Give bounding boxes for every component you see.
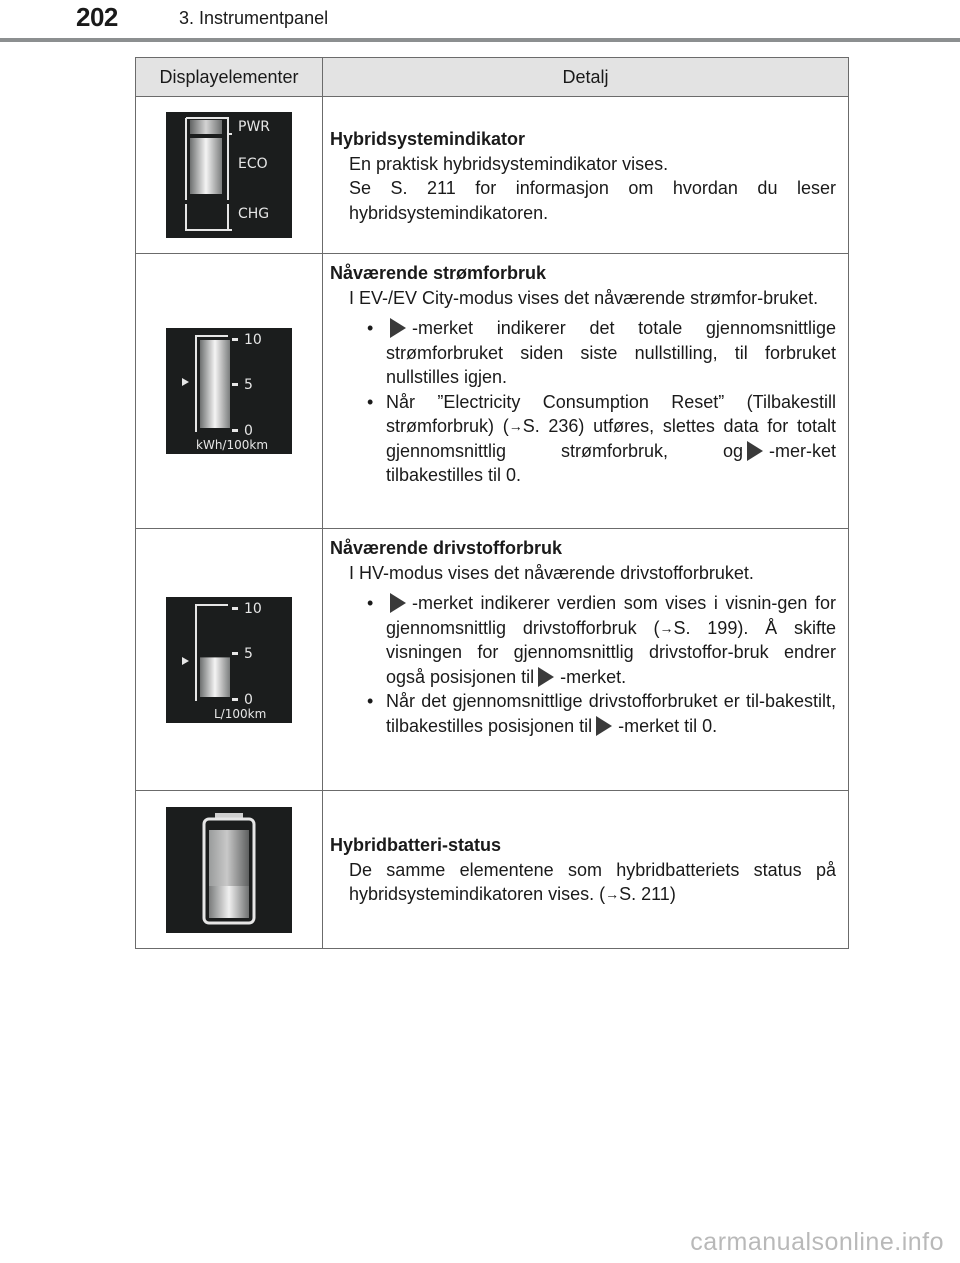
display-image-cell xyxy=(136,97,323,254)
display-image-cell xyxy=(136,254,323,529)
list-item: • -merket indikerer det totale gjennomsnittlige strømforbruket siden siste nullstilling, til forbruket nullstilles igjen. xyxy=(367,318,836,387)
hybrid-system-indicator-icon xyxy=(166,112,292,238)
arrow-icon: → xyxy=(605,886,620,902)
list-item: • Når det gjennomsnittlige drivstofforbruket er til-bakestilt, tilbakestilles posisjonen til -merket til 0. xyxy=(367,691,836,736)
header-rule xyxy=(0,38,960,42)
display-image-cell xyxy=(136,529,323,791)
detail-cell xyxy=(323,529,849,791)
gauge-tick-label: 0 xyxy=(244,691,253,708)
pwr-label: PWR xyxy=(238,119,271,135)
detail-cell xyxy=(323,791,849,949)
item-title: Nåværende strømforbruk xyxy=(330,263,547,283)
arrow-icon: → xyxy=(659,619,674,636)
eco-label: ECO xyxy=(238,156,268,172)
display-elements-table xyxy=(135,57,849,949)
item-text: I EV-/EV City-modus vises det nåværende strømfor-bruket. xyxy=(349,287,819,308)
hybrid-battery-status-icon xyxy=(166,807,292,933)
list-item: • Når ”Electricity Consumption Reset” (Tilbakestill strømforbruk) (→S. 236) utføres, slettes data for totalt gjennomsnittlig strømforbruk, og -mer-ket tilbakestilles til 0. xyxy=(367,391,837,485)
gauge-unit-label: L/100km xyxy=(214,706,267,721)
table-row xyxy=(136,529,849,791)
gauge-tick-label: 0 xyxy=(244,423,253,439)
table-row xyxy=(136,97,849,254)
page-header xyxy=(0,0,960,44)
electric-consumption-gauge-icon xyxy=(166,328,292,454)
item-text: I HV-modus vises det nåværende drivstofforbruket. xyxy=(349,562,754,583)
detail-cell xyxy=(323,254,849,529)
gauge-unit-label: kWh/100km xyxy=(196,438,269,452)
fuel-consumption-gauge-icon xyxy=(166,597,292,723)
average-marker-icon xyxy=(390,593,406,613)
gauge-tick-label: 5 xyxy=(244,645,253,662)
display-image-cell xyxy=(136,791,323,949)
average-marker-icon xyxy=(390,318,406,338)
list-item: • -merket indikerer verdien som vises i visnin-gen for gjennomsnittlig drivstofforbruk (→S. 199). Å skifte visningen for gjennomsnittlig drivstoffor-bruk endrer også posisjonen til -merket. xyxy=(367,593,837,687)
column-header-display: Displayelementer xyxy=(136,58,323,97)
item-text: Se S. 211 for informasjon om hvordan du leser hybridsystemindikatoren. xyxy=(349,178,836,223)
arrow-icon: → xyxy=(508,418,523,434)
page-number: 202 xyxy=(76,2,118,32)
detail-cell xyxy=(323,97,849,254)
gauge-tick-label: 10 xyxy=(244,332,262,348)
watermark: carmanualsonline.info xyxy=(690,1228,944,1256)
average-marker-icon xyxy=(596,716,612,736)
column-header-detail: Detalj xyxy=(323,58,849,97)
chapter-title: 3. Instrumentpanel xyxy=(179,8,329,28)
average-marker-icon xyxy=(747,441,763,461)
item-title: Hybridsystemindikator xyxy=(330,129,526,149)
item-text: De samme elementene som hybridbatteriets status på hybridsystemindikatoren vises. (→S. 211) xyxy=(349,859,836,904)
average-marker-icon xyxy=(538,667,554,687)
item-title: Nåværende drivstofforbruk xyxy=(330,538,563,558)
table-row xyxy=(136,254,849,529)
table-row xyxy=(136,791,849,949)
chg-label: CHG xyxy=(238,206,270,222)
gauge-tick-label: 10 xyxy=(244,600,262,617)
item-title: Hybridbatteri-status xyxy=(330,835,502,855)
item-text: En praktisk hybridsystemindikator vises. xyxy=(349,153,669,174)
gauge-tick-label: 5 xyxy=(244,377,253,393)
